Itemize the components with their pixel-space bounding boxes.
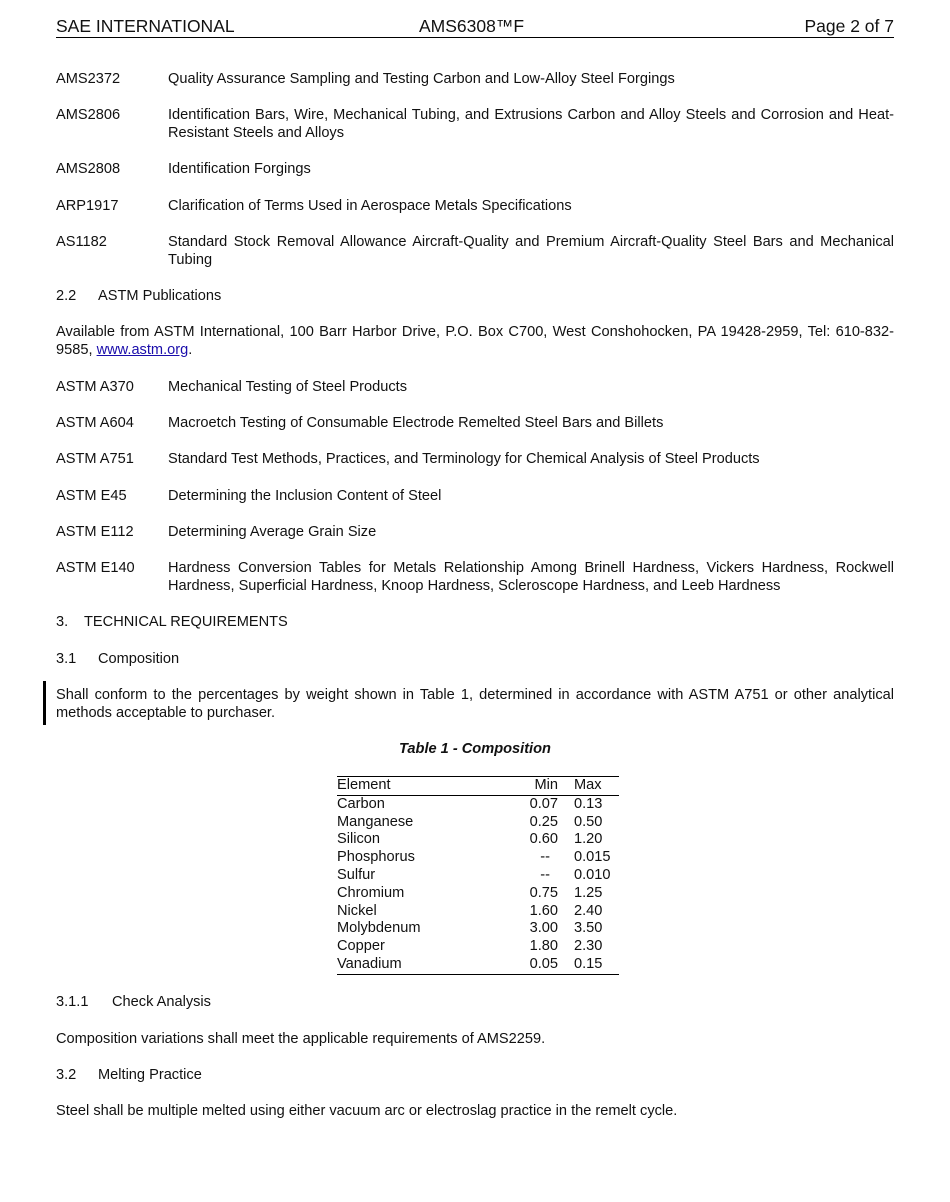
min-cell: 1.60 (529, 902, 558, 919)
table-row (337, 831, 619, 849)
element-cell: Phosphorus (337, 849, 415, 866)
element-cell: Chromium (337, 884, 405, 901)
section-title: ASTM Publications (98, 288, 222, 304)
reference-code: ASTM A370 (56, 379, 134, 395)
column-gap (558, 777, 574, 796)
element-cell: Molybdenum (337, 920, 421, 937)
reference-title: Mechanical Testing of Steel Products (168, 379, 408, 395)
reference-title: Identification Bars, Wire, Mechanical Tubing, and Extrusions Carbon and Alloy Steels and Corrosion and Heat-Resistant Steels and Alloys (168, 107, 894, 141)
min-cell: 0.05 (513, 956, 558, 974)
section-title: Check Analysis (112, 994, 211, 1010)
column-header-min: Min (513, 777, 558, 796)
min-cell: 0.25 (529, 813, 558, 830)
max-cell: 2.30 (574, 938, 603, 955)
reference-code: AS1182 (56, 234, 107, 250)
table-row (337, 795, 619, 813)
table-row (337, 903, 619, 921)
reference-code: ASTM A751 (56, 451, 134, 467)
reference-code: AMS2808 (56, 161, 121, 177)
column-header-max: Max (574, 777, 619, 796)
element-cell: Silicon (337, 831, 380, 848)
reference-title: Macroetch Testing of Consumable Electrode Remelted Steel Bars and Billets (168, 415, 664, 431)
reference-code: ASTM E112 (56, 524, 134, 540)
max-cell: 2.40 (574, 902, 603, 919)
section-number: 3.2 (56, 1067, 77, 1083)
table-row (337, 849, 619, 867)
reference-code: ASTM A604 (56, 415, 134, 431)
section-heading-3 (56, 613, 894, 631)
min-cell: 0.07 (529, 795, 558, 812)
table-row (337, 920, 619, 938)
min-cell: -- (540, 866, 550, 883)
section-heading-3-1 (56, 650, 894, 668)
section-heading-3-1-1 (56, 993, 894, 1011)
element-cell: Nickel (337, 902, 377, 919)
table-header-row (337, 777, 619, 796)
min-cell: -- (540, 849, 550, 866)
table-row (337, 938, 619, 956)
header-doc-number: AMS6308™F (419, 16, 525, 36)
table-row (337, 885, 619, 903)
section-title: Composition (98, 651, 180, 667)
min-cell: 0.60 (529, 831, 558, 848)
element-cell: Manganese (337, 813, 414, 830)
check-analysis-paragraph: Composition variations shall meet the applicable requirements of AMS2259. (56, 1031, 546, 1047)
reference-code: ASTM E45 (56, 488, 127, 504)
table-row (337, 867, 619, 885)
column-header-element: Element (337, 777, 513, 796)
table-row (337, 956, 619, 974)
reference-code: AMS2806 (56, 107, 121, 123)
header-org: SAE INTERNATIONAL (56, 16, 235, 36)
section-number: 2.2 (56, 288, 77, 304)
reference-title: Hardness Conversion Tables for Metals Relationship Among Brinell Hardness, Vickers Hardness, Rockwell Hardness, Superficial Hardness, Knoop Hardness, Scleroscope Hardness, and Leeb Hardness (168, 560, 894, 594)
max-cell: 1.20 (574, 831, 603, 848)
element-cell: Carbon (337, 795, 385, 812)
table-caption: Table 1 - Composition (399, 741, 551, 757)
reference-title: Standard Test Methods, Practices, and Terminology for Chemical Analysis of Steel Products (168, 451, 760, 467)
section-number: 3.1.1 (56, 994, 89, 1010)
element-cell: Sulfur (337, 866, 376, 883)
reference-code: ARP1917 (56, 198, 119, 214)
element-cell: Vanadium (337, 956, 513, 974)
max-cell: 0.15 (574, 956, 619, 974)
max-cell: 3.50 (574, 920, 603, 937)
section-title: Melting Practice (98, 1067, 202, 1083)
reference-title: Standard Stock Removal Allowance Aircraft-Quality and Premium Aircraft-Quality Steel Bars and Mechanical Tubing (168, 234, 894, 268)
availability-text: Available from ASTM International, 100 Barr Harbor Drive, P.O. Box C700, West Conshohocken, PA 19428-2959, Tel: 610-832-9585, (56, 324, 894, 358)
section-heading-2-2 (56, 287, 894, 305)
reference-title: Quality Assurance Sampling and Testing Carbon and Low-Alloy Steel Forgings (168, 71, 675, 87)
composition-paragraph: Shall conform to the percentages by weight shown in Table 1, determined in accordance with ASTM A751 or other analytical methods acceptable to purchaser. (56, 687, 894, 721)
max-cell: 0.13 (574, 795, 603, 812)
reference-code: AMS2372 (56, 71, 121, 87)
max-cell: 1.25 (574, 884, 603, 901)
reference-title: Determining Average Grain Size (168, 524, 377, 540)
reference-title: Clarification of Terms Used in Aerospace Metals Specifications (168, 198, 572, 214)
section-title: TECHNICAL REQUIREMENTS (84, 614, 288, 630)
min-cell: 3.00 (529, 920, 558, 937)
header-page-number: Page 2 of 7 (804, 16, 894, 36)
max-cell: 0.50 (574, 813, 603, 830)
astm-website-link[interactable]: www.astm.org (96, 342, 189, 358)
reference-title: Determining the Inclusion Content of Steel (168, 488, 442, 504)
section-number: 3. (56, 614, 69, 630)
reference-code: ASTM E140 (56, 560, 135, 576)
availability-period: . (188, 342, 193, 358)
element-cell: Copper (337, 938, 385, 955)
section-heading-3-2 (56, 1066, 894, 1084)
revision-change-bar (43, 681, 46, 725)
composition-table (337, 776, 619, 975)
availability-paragraph (56, 323, 894, 359)
min-cell: 0.75 (529, 884, 558, 901)
page-header (56, 16, 894, 38)
table-row (337, 814, 619, 832)
melting-practice-paragraph: Steel shall be multiple melted using either vacuum arc or electroslag practice in the remelt cycle. (56, 1103, 678, 1119)
reference-title: Identification Forgings (168, 161, 311, 177)
min-cell: 1.80 (529, 938, 558, 955)
section-number: 3.1 (56, 651, 77, 667)
max-cell: 0.010 (574, 866, 611, 883)
max-cell: 0.015 (574, 849, 611, 866)
